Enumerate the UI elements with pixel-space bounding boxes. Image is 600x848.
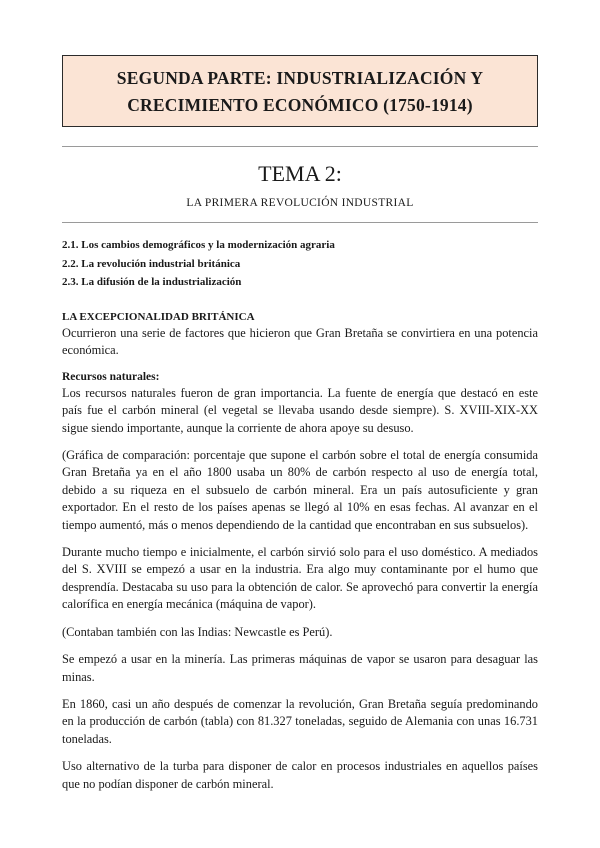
intro-paragraph: Ocurrieron una serie de factores que hicieron que Gran Bretaña se convirtiera en una potencia económica. xyxy=(62,326,538,358)
body-paragraph: En 1860, casi un año después de comenzar la revolución, Gran Bretaña seguía predominando en la producción de carbón (tabla) con 81.327 toneladas, seguido de Alemania con unas 16.731 toneladas. xyxy=(62,696,538,746)
part-title-line-2: CRECIMIENTO ECONÓMICO (1750-1914) xyxy=(127,95,473,115)
body-paragraph: (Contaban también con las Indias: Newcastle es Perú). xyxy=(62,624,333,639)
part-title-box xyxy=(62,55,538,127)
section-heading: LA EXCEPCIONALIDAD BRITÁNICA xyxy=(62,311,255,323)
tema-subtitle: LA PRIMERA REVOLUCIÓN INDUSTRIAL xyxy=(186,197,414,209)
body-paragraph: (Gráfica de comparación: porcentaje que supone el carbón sobre el total de energía consumida Gran Bretaña ya en el año 1800 usaba un 80% de carbón respecto al uso de energía total, debido a su riqueza en el subsuelo de carbón mineral. Era un país autosuficiente y gran exportador. En el resto de los países apenas se llegó al 10% en esas fechas. Al avanzar en el tiempo aumentó, más o menos dependiendo de la cantidad que encontraban en sus subsuelos). xyxy=(62,448,538,532)
body-paragraph: Se empezó a usar en la minería. Las primeras máquinas de vapor se usaron para desaguar las minas. xyxy=(62,652,538,684)
toc-item: 2.1. Los cambios demográficos y la modernización agraria xyxy=(62,239,335,251)
part-title-line-1: SEGUNDA PARTE: INDUSTRIALIZACIÓN Y xyxy=(116,68,484,88)
body-paragraph: Durante mucho tiempo e inicialmente, el carbón sirvió solo para el uso doméstico. A mediados del S. XVIII se empezó a usar en la industria. Era algo muy contaminante por el humo que desprendía. Destacaba su uso para la obtención de calor. Se aprovechó para convertir la energía calorífica en energía mecánica (máquina de vapor). xyxy=(62,545,538,612)
body-paragraph: Uso alternativo de la turba para disponer de calor en procesos industriales en aquellos países que no podían disponer de carbón mineral. xyxy=(62,759,538,791)
bottom-divider xyxy=(62,222,538,223)
body-paragraph: Los recursos naturales fueron de gran importancia. La fuente de energía que destacó en este país fue el carbón mineral (el vegetal se llevaba usando desde siempre). S. XVIII-XIX-XX sigue siendo importante, aunque la corriente de ahora apoye su desuso. xyxy=(62,385,538,435)
top-divider xyxy=(62,146,538,147)
toc-item: 2.2. La revolución industrial británica xyxy=(62,257,241,270)
toc-item: 2.3. La difusión de la industrialización xyxy=(62,276,242,288)
main-content xyxy=(62,309,538,793)
table-of-contents xyxy=(62,236,538,292)
subsection-heading: Recursos naturales: xyxy=(62,370,160,383)
tema-title: TEMA 2: xyxy=(258,161,342,186)
